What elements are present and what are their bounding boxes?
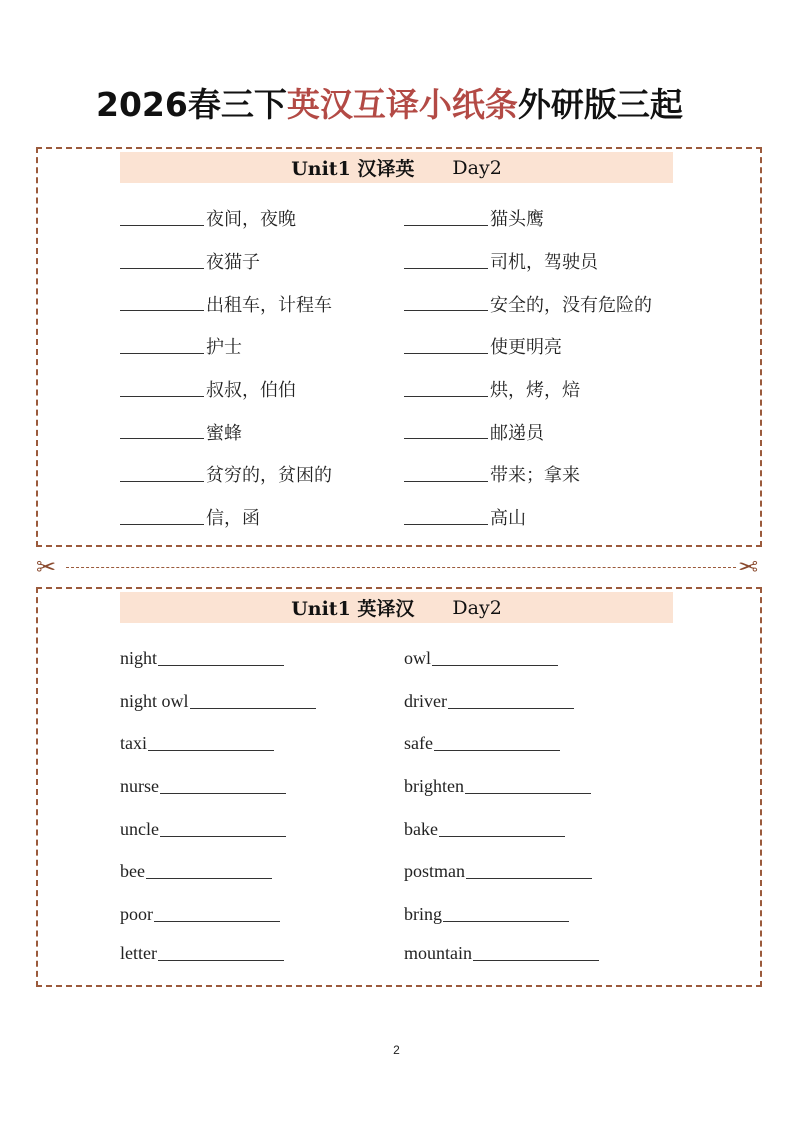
- answer-blank[interactable]: [154, 907, 280, 922]
- cn-word: 烘，烤，焙: [490, 380, 580, 402]
- en-word: postman: [404, 861, 465, 882]
- unit-label: Unit1 英译汉: [291, 598, 415, 620]
- list-item: [404, 453, 652, 496]
- answer-blank[interactable]: [404, 254, 488, 269]
- list-item: [404, 496, 652, 539]
- answer-blank[interactable]: [120, 296, 204, 311]
- answer-blank[interactable]: [434, 736, 560, 751]
- list-item: [120, 808, 316, 851]
- answer-blank[interactable]: [190, 694, 316, 709]
- cn-word: 夜间，夜晚: [206, 209, 296, 231]
- en-word: mountain: [404, 943, 472, 964]
- section-en-to-cn: [36, 587, 762, 987]
- en-word: night owl: [120, 690, 189, 711]
- answer-blank[interactable]: [404, 424, 488, 439]
- answer-blank[interactable]: [404, 339, 488, 354]
- answer-blank[interactable]: [158, 651, 284, 666]
- list-item: [404, 325, 652, 368]
- answer-blank[interactable]: [473, 946, 599, 961]
- scissors-icon: ✂: [738, 553, 759, 581]
- list-item: [120, 722, 316, 765]
- answer-blank[interactable]: [404, 211, 488, 226]
- answer-blank[interactable]: [404, 510, 488, 525]
- answer-blank[interactable]: [148, 736, 274, 751]
- section-header: [120, 152, 673, 183]
- list-item: [404, 808, 599, 851]
- cn-word: 蜜蜂: [206, 422, 242, 444]
- answer-blank[interactable]: [120, 254, 204, 269]
- answer-blank[interactable]: [160, 822, 286, 837]
- cn-word: 护士: [206, 337, 242, 359]
- en-word: uncle: [120, 818, 159, 839]
- list-item: [120, 325, 332, 368]
- answer-blank[interactable]: [120, 510, 204, 525]
- title-highlight: 英汉互译小纸条: [286, 85, 518, 124]
- cn-word: 安全的，没有危险的: [490, 294, 652, 316]
- answer-blank[interactable]: [404, 382, 488, 397]
- list-item: [404, 680, 599, 723]
- en-word: taxi: [120, 733, 147, 754]
- list-item: [120, 680, 316, 723]
- en-word: letter: [120, 943, 157, 964]
- list-item: [404, 368, 652, 411]
- list-item: [404, 240, 652, 283]
- left-column: [120, 197, 332, 539]
- en-word: owl: [404, 647, 431, 668]
- en-word: bake: [404, 818, 438, 839]
- list-item: [404, 936, 599, 972]
- left-column: [120, 637, 316, 972]
- answer-blank[interactable]: [146, 864, 272, 879]
- cn-word: 猫头鹰: [490, 209, 544, 231]
- list-item: [120, 637, 316, 680]
- en-word: nurse: [120, 775, 159, 796]
- cn-word: 邮递员: [490, 422, 544, 444]
- list-item: [120, 282, 332, 325]
- answer-blank[interactable]: [448, 694, 574, 709]
- section-header: [120, 592, 673, 623]
- title-suffix: 外研版三起: [517, 85, 683, 124]
- list-item: [120, 496, 332, 539]
- answer-blank[interactable]: [443, 907, 569, 922]
- answer-blank[interactable]: [120, 211, 204, 226]
- answer-blank[interactable]: [432, 651, 558, 666]
- list-item: [120, 240, 332, 283]
- en-word: bring: [404, 903, 442, 924]
- day-label: Day2: [452, 596, 502, 619]
- cn-word: 贫穷的，贫困的: [206, 465, 332, 487]
- list-item: [120, 765, 316, 808]
- list-item: [404, 197, 652, 240]
- list-item: [404, 722, 599, 765]
- list-item: [404, 282, 652, 325]
- answer-blank[interactable]: [158, 946, 284, 961]
- cn-word: 夜猫子: [206, 252, 260, 274]
- list-item: [120, 197, 332, 240]
- scissors-icon: ✂: [36, 553, 57, 581]
- answer-blank[interactable]: [404, 467, 488, 482]
- en-word: brighten: [404, 775, 464, 796]
- title-prefix: 2026春三下: [96, 85, 287, 124]
- cn-word: 带来；拿来: [490, 465, 580, 487]
- list-item: [404, 410, 652, 453]
- list-item: [404, 893, 599, 936]
- en-word: driver: [404, 690, 447, 711]
- section-cn-to-en: [36, 147, 762, 547]
- right-column: [404, 637, 599, 972]
- cn-word: 高山: [490, 508, 526, 530]
- list-item: [404, 765, 599, 808]
- unit-label: Unit1 汉译英: [291, 158, 415, 180]
- cn-word: 信，函: [206, 508, 260, 530]
- day-label: Day2: [452, 156, 502, 179]
- en-word: bee: [120, 861, 145, 882]
- list-item: [120, 936, 316, 972]
- en-word: night: [120, 647, 158, 668]
- answer-blank[interactable]: [120, 339, 204, 354]
- answer-blank[interactable]: [465, 779, 591, 794]
- page-title: [96, 80, 776, 130]
- cn-word: 出租车，计程车: [206, 294, 332, 316]
- list-item: [120, 893, 316, 936]
- answer-blank[interactable]: [120, 424, 204, 439]
- list-item: [120, 850, 316, 893]
- cn-word: 司机，驾驶员: [490, 252, 598, 274]
- answer-blank[interactable]: [120, 382, 204, 397]
- answer-blank[interactable]: [439, 822, 565, 837]
- answer-blank[interactable]: [160, 779, 286, 794]
- right-column: [404, 197, 652, 539]
- cut-line: [66, 567, 736, 568]
- cn-word: 叔叔，伯伯: [206, 380, 296, 402]
- list-item: [404, 637, 599, 680]
- answer-blank[interactable]: [466, 864, 592, 879]
- cn-word: 使更明亮: [490, 337, 562, 359]
- list-item: [404, 850, 599, 893]
- list-item: [120, 453, 332, 496]
- en-word: safe: [404, 733, 433, 754]
- answer-blank[interactable]: [404, 296, 488, 311]
- list-item: [120, 410, 332, 453]
- list-item: [120, 368, 332, 411]
- en-word: poor: [120, 903, 153, 924]
- answer-blank[interactable]: [120, 467, 204, 482]
- page-number: 2: [393, 1043, 400, 1057]
